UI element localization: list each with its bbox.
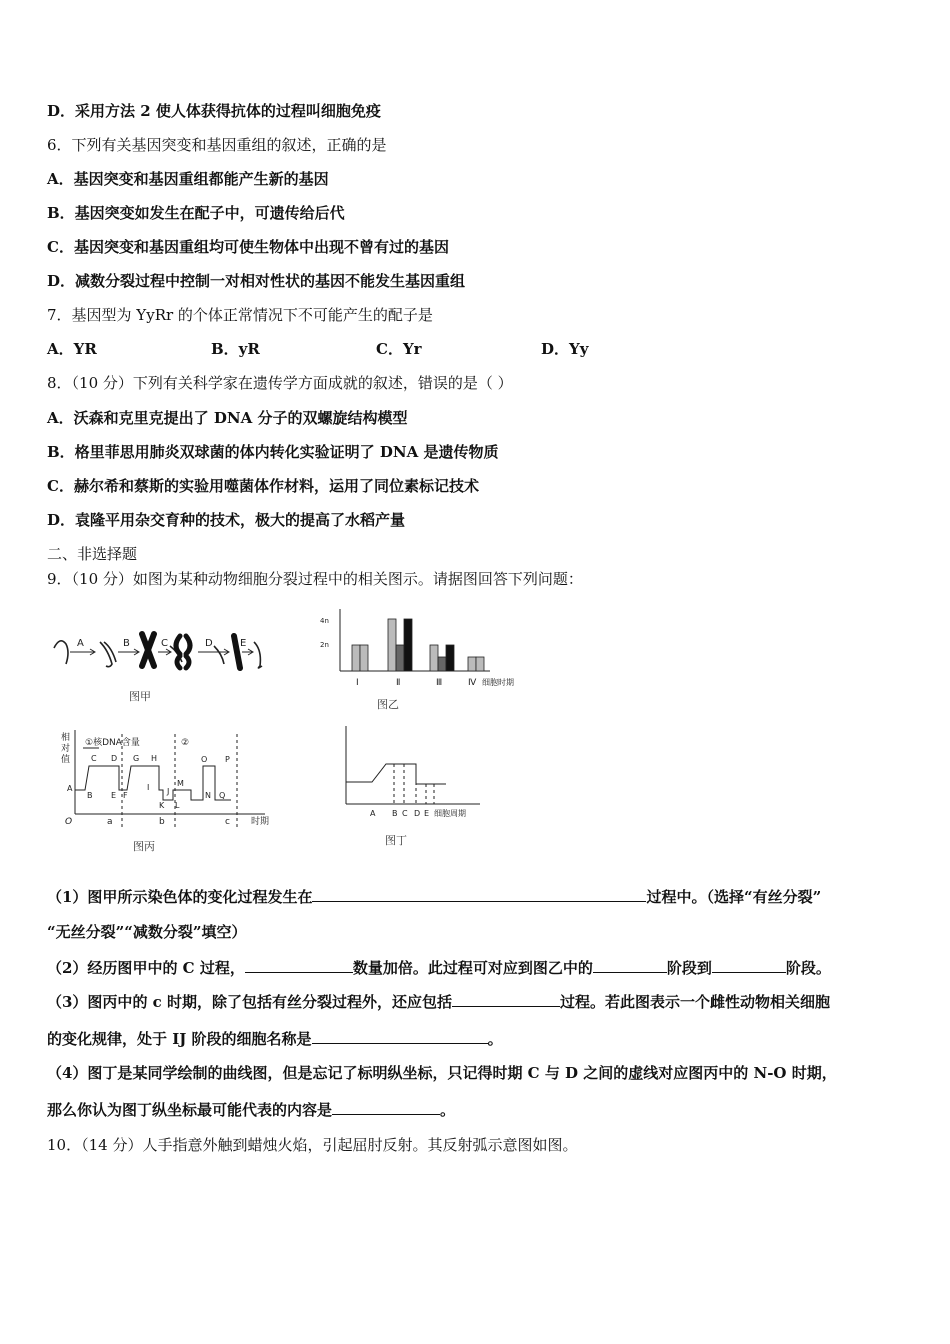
q9-stem: 9．（10 分）如图为某种动物细胞分裂过程中的相关图示。请据图回答下列问题： <box>47 570 583 588</box>
figure-ding-caption: 图丁 <box>385 834 407 847</box>
q9-sub4-text-b: 那么你认为图丁纵坐标最可能代表的内容是 <box>47 1101 333 1119</box>
figure-yi-caption: 图乙 <box>377 698 399 711</box>
figure-bing <box>55 728 270 832</box>
q9-sub1-text-a: （1）图甲所示染色体的变化过程发生在 <box>47 888 313 906</box>
stage-label-e: E <box>240 638 247 649</box>
q9-sub3-blank-2[interactable] <box>312 1028 488 1044</box>
period-c: c <box>225 817 230 827</box>
q7-option-d: D．Yy <box>541 340 589 358</box>
q9-sub3-line1 <box>47 991 830 1012</box>
x-tick-i: Ⅰ <box>356 678 359 688</box>
q9-sub3-text-c: 的变化规律，处于 IJ 阶段的细胞名称是 <box>47 1030 312 1048</box>
q6-stem: 6．下列有关基因突变和基因重组的叙述，正确的是 <box>47 136 387 154</box>
q9-sub4-line2 <box>47 1099 455 1120</box>
point-d: D <box>111 754 118 763</box>
q8-option-d: D．袁隆平用杂交育种的技术，极大的提高了水稻产量 <box>47 511 406 529</box>
q9-sub1-text-b: 过程中。（选择“有丝分裂” <box>646 888 822 906</box>
origin-label: O <box>65 817 73 827</box>
point-n: N <box>205 791 211 800</box>
point-o: O <box>201 755 208 764</box>
y-tick-4n: 4n <box>320 617 329 625</box>
q7-option-a: A．YR <box>47 340 97 358</box>
point-g: G <box>133 754 140 763</box>
point-k: K <box>159 801 165 810</box>
q7-stem: 7．基因型为 YyRr 的个体正常情况下不可能产生的配子是 <box>47 306 433 324</box>
x-tick-iv: Ⅳ <box>468 678 477 688</box>
point-p: P <box>225 755 230 764</box>
point-l: L <box>175 801 180 810</box>
q9-sub2-text-a: （2）经历图甲中的 C 过程， <box>47 959 245 977</box>
bar-iv-1 <box>468 657 476 671</box>
q9-sub4-blank[interactable] <box>332 1099 440 1115</box>
bar-i-1 <box>352 645 360 671</box>
point-b: B <box>87 791 93 800</box>
point-m: M <box>177 779 184 788</box>
section-heading: 二、非选择题 <box>47 545 138 563</box>
q6-option-c: C．基因突变和基因重组均可使生物体中出现不曾有过的基因 <box>47 238 449 256</box>
q8-option-b: B．格里菲思用肺炎双球菌的体内转化实验证明了 DNA 是遗传物质 <box>47 443 499 461</box>
q6-option-a: A．基因突变和基因重组都能产生新的基因 <box>47 170 329 188</box>
x-axis-label: 细胞周期 <box>434 809 466 818</box>
x-tick-c: C <box>402 809 408 818</box>
chromosome-e <box>254 642 262 668</box>
q9-sub2-text-b: 数量加倍。此过程可对应到图乙中的 <box>352 959 593 977</box>
q9-sub1-line1 <box>47 886 821 907</box>
stage-label-b: B <box>123 638 130 649</box>
legend-2: ② <box>181 738 190 748</box>
bar-iii-2 <box>438 657 446 671</box>
stage-label-c: C <box>161 638 168 649</box>
period-b: b <box>159 817 165 827</box>
q9-sub2-text-d: 阶段。 <box>785 959 831 977</box>
x-tick-a: A <box>370 809 376 818</box>
separating-chromatids <box>176 636 190 668</box>
point-c: C <box>91 754 97 763</box>
point-f: F <box>123 791 128 800</box>
figure-ding <box>338 724 488 824</box>
figure-bing-caption: 图丙 <box>133 840 155 853</box>
q5-option-d: D．采用方法 2 使人体获得抗体的过程叫细胞免疫 <box>47 102 381 120</box>
q7-option-b: B．yR <box>211 340 260 358</box>
q8-stem: 8．（10 分）下列有关科学家在遗传学方面成就的叙述，错误的是（ ） <box>47 374 513 392</box>
point-h: H <box>151 754 158 763</box>
stage-label-d: D <box>205 638 213 649</box>
q9-sub2-text-c: 阶段到 <box>666 959 712 977</box>
q9-sub2-blank-2[interactable] <box>593 957 667 973</box>
q9-sub2-blank-1[interactable] <box>245 957 353 973</box>
chromosome-b <box>100 642 112 667</box>
q9-sub3-text-a: （3）图丙中的 c 时期，除了包括有丝分裂过程外，还应包括 <box>47 993 453 1011</box>
bar-ii-2 <box>396 645 404 671</box>
x-tick-ii: Ⅱ <box>396 678 401 688</box>
figure-jia-caption: 图甲 <box>129 690 151 703</box>
point-q: Q <box>219 791 226 800</box>
q9-sub4-text-c: 。 <box>440 1101 456 1119</box>
x-tick-iii: Ⅲ <box>436 678 443 688</box>
bar-i-2 <box>360 645 368 671</box>
point-j: J <box>167 787 170 796</box>
bar-iii-3 <box>446 645 454 671</box>
bar-ii-1 <box>388 619 396 671</box>
figure-jia <box>48 620 278 680</box>
chromosome-a <box>54 641 68 664</box>
q9-sub2-line <box>47 957 831 978</box>
q8-option-c: C．赫尔希和蔡斯的实验用噬菌体作材料，运用了同位素标记技术 <box>47 477 479 495</box>
x-axis-label: 时期 <box>251 817 270 827</box>
legend-1: ①核DNA含量 <box>85 738 140 748</box>
stage-label-a: A <box>77 638 84 649</box>
q7-option-c: C．Yr <box>376 340 422 358</box>
point-e: E <box>111 791 117 800</box>
bar-iii-1 <box>430 645 438 671</box>
q10-stem: 10．（14 分）人手指意外触到蜡烛火焰，引起屈肘反射。其反射弧示意图如图。 <box>47 1136 578 1154</box>
y-tick-2n: 2n <box>320 641 329 649</box>
q9-sub3-blank-1[interactable] <box>452 991 560 1007</box>
bar-iv-2 <box>476 657 484 671</box>
q9-sub3-text-b: 过程。若此图表示一个雌性动物相关细胞 <box>560 993 831 1011</box>
x-chromosome <box>142 634 154 666</box>
q9-sub3-line2 <box>47 1028 503 1049</box>
y-label-1: 相 <box>61 733 71 743</box>
q9-sub1-line2: “无丝分裂”“减数分裂”填空） <box>47 923 247 941</box>
q8-option-a: A．沃森和克里克提出了 DNA 分子的双螺旋结构模型 <box>47 409 408 427</box>
x-axis-label: 细胞时期 <box>482 678 514 687</box>
q9-sub4-line1: （4）图丁是某同学绘制的曲线图，但是忘记了标明纵坐标，只记得时期 C 与 D 之间的虚线对应图丙中的 N-O 时期， <box>47 1064 837 1082</box>
q9-sub3-text-d: 。 <box>487 1030 503 1048</box>
point-a: A <box>67 784 73 793</box>
q9-sub2-blank-3[interactable] <box>712 957 786 973</box>
q6-option-d: D．减数分裂过程中控制一对相对性状的基因不能发生基因重组 <box>47 272 466 290</box>
q9-sub1-blank[interactable] <box>312 886 646 902</box>
x-tick-e: E <box>424 809 430 818</box>
x-tick-d: D <box>414 809 421 818</box>
x-tick-b: B <box>392 809 398 818</box>
figure-yi <box>318 605 533 693</box>
period-a: a <box>107 817 113 827</box>
y-label-3: 值 <box>61 755 71 765</box>
y-label-2: 对 <box>61 744 71 754</box>
q6-option-b: B．基因突变如发生在配子中，可遗传给后代 <box>47 204 345 222</box>
bar-ii-3 <box>404 619 412 671</box>
point-i: I <box>147 783 150 792</box>
